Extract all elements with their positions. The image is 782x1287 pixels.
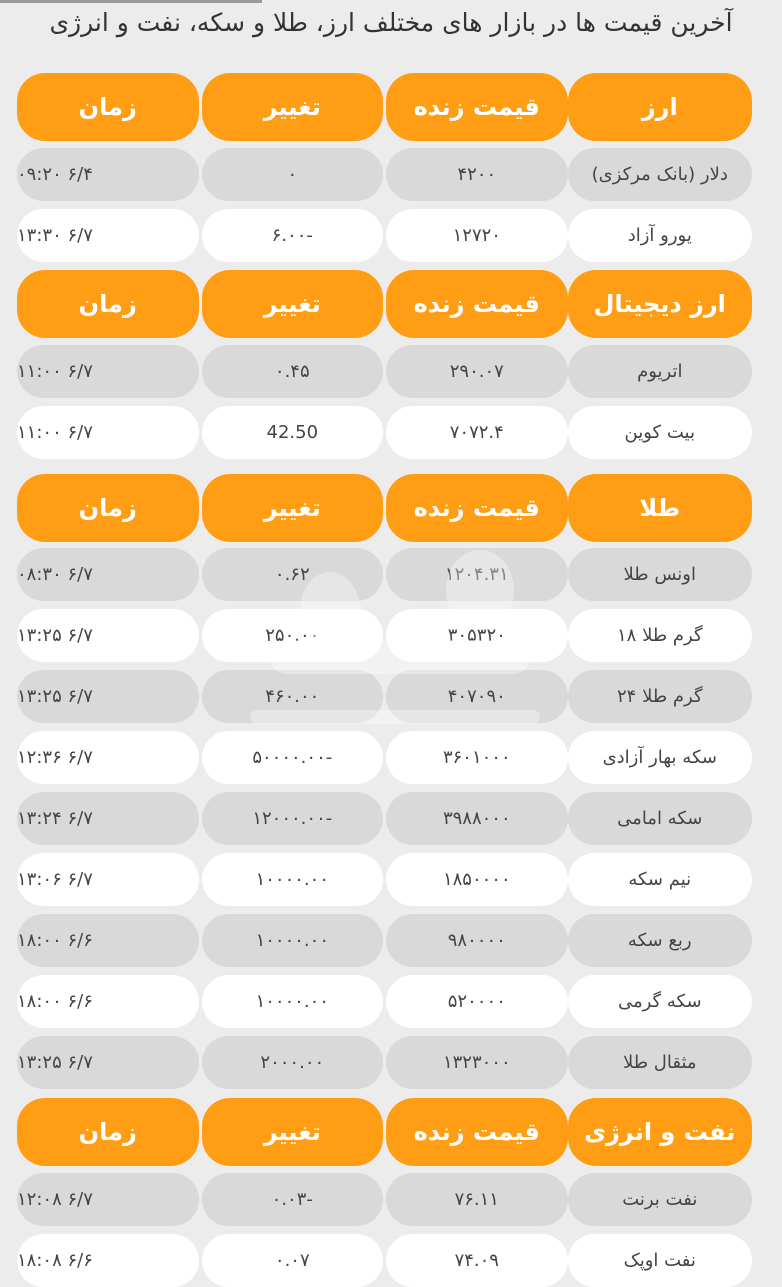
cell-time: ۶/۷ ۰۸:۳۰	[17, 548, 199, 601]
header-cell-price: قیمت زنده	[386, 73, 568, 141]
table-row	[14, 670, 752, 723]
cell-price: ۱۲۷۲۰	[386, 209, 567, 262]
cell-time: ۶/۷ ۱۲:۳۶	[17, 731, 199, 784]
header-cell-time: زمان	[17, 474, 199, 542]
cell-change: -۱۲۰۰۰.۰۰	[202, 792, 383, 845]
cell-price: ۵۲۰۰۰۰	[386, 975, 567, 1028]
header-cell-time: زمان	[17, 1098, 199, 1166]
cell-time: ۶/۶ ۱۸:۰۸	[17, 1234, 199, 1287]
cell-change: -۰.۰۳	[202, 1173, 383, 1226]
cell-item: ربع سکه	[568, 914, 752, 967]
cell-change: ۰.۴۵	[202, 345, 383, 398]
table-row	[14, 914, 752, 967]
header-cell-change: تغییر	[202, 270, 384, 338]
table-row	[14, 548, 752, 601]
cell-price: ۷۴.۰۹	[386, 1234, 567, 1287]
cell-item: اتریوم	[568, 345, 752, 398]
section-header	[14, 270, 752, 338]
section-header	[14, 73, 752, 141]
cell-time: ۶/۶ ۱۸:۰۰	[17, 975, 199, 1028]
header-cell-item: طلا	[568, 474, 753, 542]
table-row	[14, 406, 752, 459]
page-title: آخرین قیمت ها در بازار های مختلف ارز، طلا و سکه، نفت و انرژی	[49, 8, 733, 37]
cell-price: ۳۶۰۱۰۰۰	[386, 731, 567, 784]
table-row	[14, 731, 752, 784]
header-cell-time: زمان	[17, 270, 199, 338]
table-row	[14, 609, 752, 662]
header-cell-item: ارز	[568, 73, 753, 141]
cell-time: ۶/۷ ۱۳:۲۴	[17, 792, 199, 845]
cell-time: ۶/۷ ۱۱:۰۰	[17, 406, 199, 459]
cell-price: ۲۹۰.۰۷	[386, 345, 567, 398]
header-cell-change: تغییر	[202, 474, 384, 542]
cell-item: سکه بهار آزادی	[568, 731, 752, 784]
cell-price: ۱۲۰۴.۳۱	[386, 548, 567, 601]
section-header	[14, 474, 752, 542]
cell-item: بیت کوین	[568, 406, 752, 459]
cell-change: ۱۰۰۰۰.۰۰	[202, 975, 383, 1028]
section-header	[14, 1098, 752, 1166]
table-row	[14, 1036, 752, 1089]
cell-change: ۱۰۰۰۰.۰۰	[202, 914, 383, 967]
table-row	[14, 975, 752, 1028]
cell-change: ۰	[202, 148, 383, 201]
cell-item: گرم طلا ۱۸	[568, 609, 752, 662]
cell-time: ۶/۷ ۱۲:۰۸	[17, 1173, 199, 1226]
cell-price: ۷۰۷۲.۴	[386, 406, 567, 459]
header-cell-item: ارز دیجیتال	[568, 270, 753, 338]
header-cell-change: تغییر	[202, 1098, 384, 1166]
cell-change: ۱۰۰۰۰.۰۰	[202, 853, 383, 906]
cell-price: ۷۶.۱۱	[386, 1173, 567, 1226]
cell-item: یورو آزاد	[568, 209, 752, 262]
cell-time: ۶/۷ ۱۳:۲۵	[17, 1036, 199, 1089]
table-row	[14, 345, 752, 398]
cell-price: ۱۸۵۰۰۰۰	[386, 853, 567, 906]
cell-price: ۴۰۷۰۹۰	[386, 670, 567, 723]
cell-change: ۴۶۰.۰۰	[202, 670, 383, 723]
header-cell-item: نفت و انرژی	[568, 1098, 753, 1166]
cell-item: نفت برنت	[568, 1173, 752, 1226]
cell-item: سکه گرمی	[568, 975, 752, 1028]
cell-price: ۴۲۰۰	[386, 148, 567, 201]
table-row	[14, 853, 752, 906]
cell-item: سکه امامی	[568, 792, 752, 845]
header-cell-price: قیمت زنده	[386, 474, 568, 542]
cell-time: ۶/۷ ۱۳:۲۵	[17, 670, 199, 723]
table-row	[14, 1234, 752, 1287]
cell-change: -۵۰۰۰۰.۰۰	[202, 731, 383, 784]
cell-change: 42.50	[202, 406, 383, 459]
cell-time: ۶/۷ ۱۱:۰۰	[17, 345, 199, 398]
cell-change: -۶.۰۰	[202, 209, 383, 262]
cell-item: دلار (بانک مرکزی)	[568, 148, 752, 201]
cell-time: ۶/۷ ۱۳:۳۰	[17, 209, 199, 262]
header-cell-time: زمان	[17, 73, 199, 141]
cell-price: ۱۳۲۳۰۰۰	[386, 1036, 567, 1089]
cell-change: ۰.۶۲	[202, 548, 383, 601]
header-cell-change: تغییر	[202, 73, 384, 141]
cell-item: اونس طلا	[568, 548, 752, 601]
cell-time: ۶/۷ ۱۳:۰۶	[17, 853, 199, 906]
cell-price: ۳۰۵۳۲۰	[386, 609, 567, 662]
cell-price: ۹۸۰۰۰۰	[386, 914, 567, 967]
cell-item: گرم طلا ۲۴	[568, 670, 752, 723]
cell-time: ۶/۴ ۰۹:۲۰	[17, 148, 199, 201]
cell-item: نیم سکه	[568, 853, 752, 906]
cell-time: ۶/۶ ۱۸:۰۰	[17, 914, 199, 967]
cell-time: ۶/۷ ۱۳:۲۵	[17, 609, 199, 662]
header-cell-price: قیمت زنده	[386, 1098, 568, 1166]
table-row	[14, 148, 752, 201]
table-row	[14, 1173, 752, 1226]
cell-change: ۰.۰۷	[202, 1234, 383, 1287]
cell-item: نفت اوپک	[568, 1234, 752, 1287]
cell-item: مثقال طلا	[568, 1036, 752, 1089]
cell-price: ۳۹۸۸۰۰۰	[386, 792, 567, 845]
header-cell-price: قیمت زنده	[386, 270, 568, 338]
table-row	[14, 792, 752, 845]
cell-change: ۲۵۰.۰۰	[202, 609, 383, 662]
table-row	[14, 209, 752, 262]
cell-change: ۲۰۰۰.۰۰	[202, 1036, 383, 1089]
